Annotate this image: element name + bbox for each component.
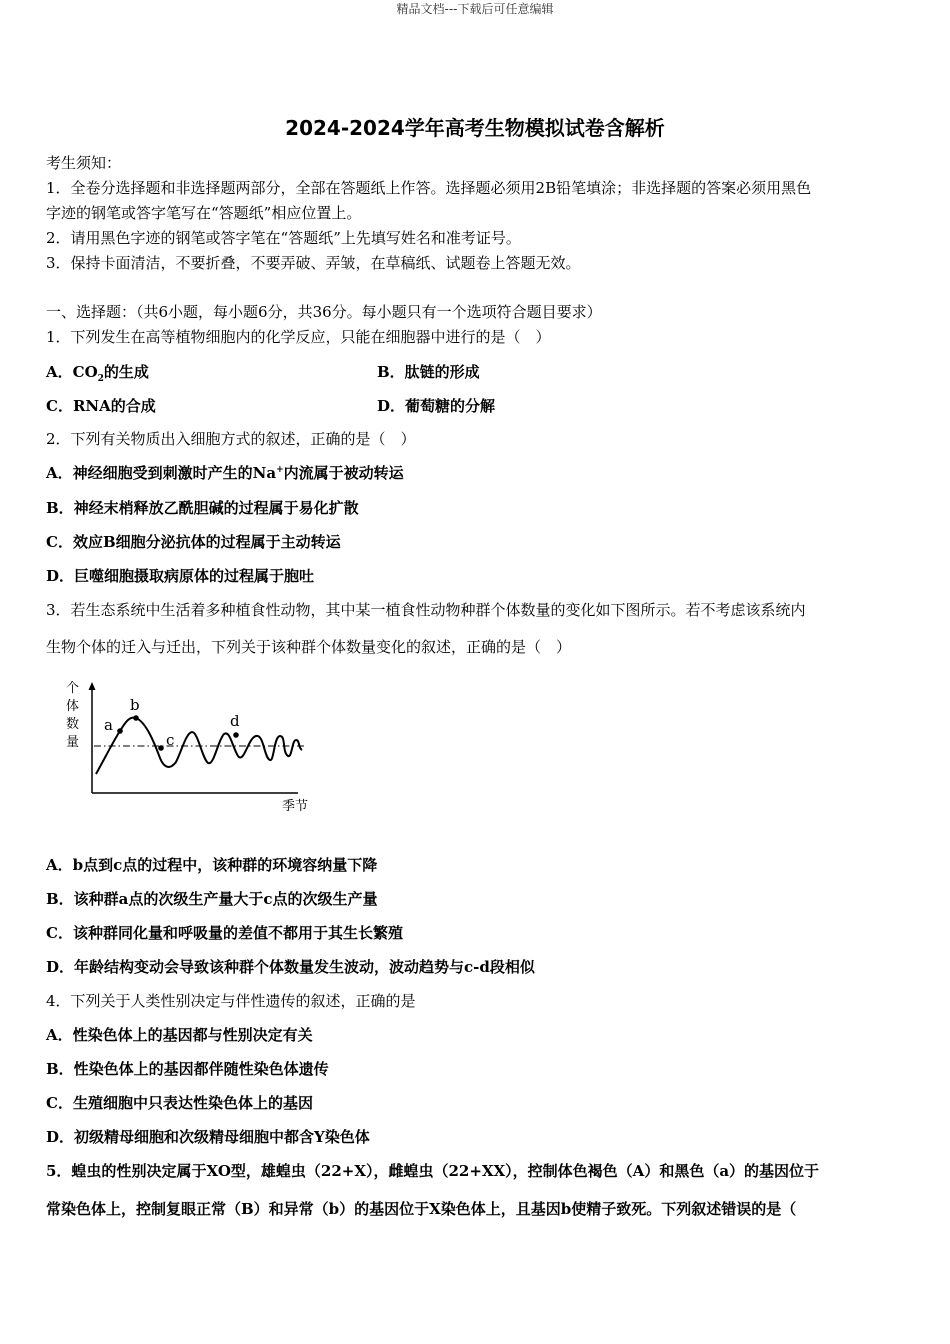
q2-option-b: B．神经末梢释放乙酰胆碱的过程属于易化扩散 (46, 499, 359, 517)
header-watermark: 精品文档---下载后可任意编辑 (396, 2, 554, 16)
y-axis-label-char: 个 (66, 681, 80, 696)
q4-option-c: C．生殖细胞中只表达性染色体上的基因 (46, 1094, 313, 1112)
population-chart-svg (60, 678, 325, 818)
point-label-c: c (166, 731, 175, 749)
y-axis-label-char: 数 (66, 717, 80, 732)
point-label-b: b (130, 696, 140, 714)
q3-option-d: D．年龄结构变动会导致该种群个体数量发生波动，波动趋势与c-d段相似 (46, 958, 535, 976)
q1-option-d: D．葡萄糖的分解 (377, 397, 496, 415)
point-c (158, 745, 164, 751)
point-a (117, 728, 123, 734)
population-chart (60, 678, 325, 818)
q4-option-b: B．性染色体上的基因都伴随性染色体遗传 (46, 1060, 329, 1078)
q3-option-b: B．该种群a点的次级生产量大于c点的次级生产量 (46, 890, 378, 908)
notice-item-1-cont: 字迹的钢笔或答字笔写在“答题纸”相应位置上。 (46, 204, 362, 222)
y-axis-arrow (89, 682, 96, 690)
notice-item-3: 3．保持卡面清洁，不要折叠，不要弄破、弄皱，在草稿纸、试题卷上答题无效。 (46, 254, 581, 272)
q4-stem: 4．下列关于人类性别决定与伴性遗传的叙述，正确的是 (46, 992, 416, 1010)
q3-option-a: A．b点到c点的过程中，该种群的环境容纳量下降 (46, 856, 378, 874)
point-b (133, 715, 139, 721)
point-label-d: d (230, 712, 240, 730)
x-axis-label: 季节 (282, 799, 309, 814)
q1-option-c: C．RNA的合成 (46, 397, 156, 415)
section-heading: 一、选择题：（共6小题，每小题6分，共36分。每小题只有一个选项符合题目要求） (46, 303, 602, 321)
y-axis-label-char: 量 (66, 735, 80, 750)
q4-option-a: A．性染色体上的基因都与性别决定有关 (46, 1026, 313, 1044)
page-title: 2024-2024学年高考生物模拟试卷含解析 (285, 116, 665, 140)
notice-heading: 考生须知： (46, 154, 122, 172)
q2-stem: 2．下列有关物质出入细胞方式的叙述，正确的是（ ） (46, 430, 416, 448)
q2-option-a: A．神经细胞受到刺激时产生的Na+内流属于被动转运 (46, 464, 404, 482)
q3-stem-line1: 3．若生态系统中生活着多种植食性动物，其中某一植食性动物种群个体数量的变化如下图所示。若不考虑该系统内 (46, 601, 806, 619)
q1-stem: 1．下列发生在高等植物细胞内的化学反应，只能在细胞器中进行的是（ ） (46, 328, 551, 346)
q2-option-c: C．效应B细胞分泌抗体的过程属于主动转运 (46, 533, 341, 551)
q3-option-c: C．该种群同化量和呼吸量的差值不都用于其生长繁殖 (46, 924, 403, 942)
q1-option-a: A．$CO_2$的生成 (46, 363, 149, 384)
point-label-a: a (104, 716, 113, 734)
y-axis-label-char: 体 (66, 699, 80, 714)
q3-stem-line2: 生物个体的迁入与迁出，下列关于该种群个体数量变化的叙述，正确的是（ ） (46, 638, 572, 656)
notice-item-1: 1．全卷分选择题和非选择题两部分，全部在答题纸上作答。选择题必须用2B铅笔填涂；非选择题的答案必须用黑色 (46, 179, 812, 197)
q5-stem-line1: 5．蝗虫的性别决定属于XO型，雄蝗虫（22+X），雌蝗虫（22+XX），控制体色褐色（A）和黑色（a）的基因位于 (46, 1162, 820, 1180)
q1-option-b: B．肽链的形成 (377, 363, 480, 381)
notice-item-2: 2．请用黑色字迹的钢笔或答字笔在“答题纸”上先填写姓名和准考证号。 (46, 229, 521, 247)
q4-option-d: D．初级精母细胞和次级精母细胞中都含Y染色体 (46, 1128, 370, 1146)
point-d (233, 732, 239, 738)
q5-stem-line2: 常染色体上，控制复眼正常（B）和异常（b）的基因位于X染色体上，且基因b使精子致死。下列叙述错误的是（ (46, 1200, 797, 1218)
q2-option-d: D．巨噬细胞摄取病原体的过程属于胞吐 (46, 567, 315, 585)
